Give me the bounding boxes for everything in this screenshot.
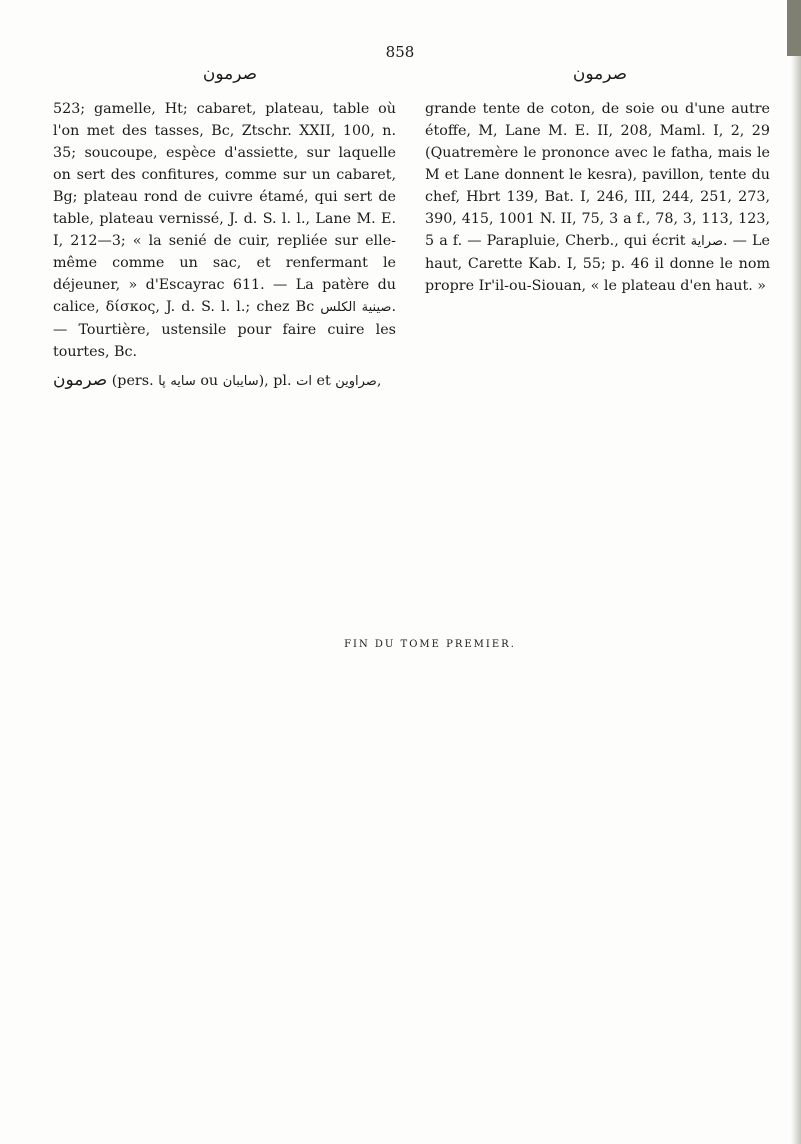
left-paragraph-2 [53, 369, 396, 393]
right-paragraph-1 [425, 98, 770, 297]
left-running-head: صرمون [202, 64, 258, 84]
right-text-1b: . — Le haut, Carette Kab. I, 55; p. 46 il donne le nom propre Ir'il-ou-Siouan, « le plateau d'en haut. » [425, 233, 770, 294]
left-text-2a: (pers. [107, 373, 159, 389]
left-text-2f: , [376, 373, 382, 389]
end-of-volume-note: FIN DU TOME PREMIER. [344, 639, 516, 650]
entry-headword: صرمون [53, 370, 108, 390]
arabic-term-5: ات [296, 374, 312, 389]
arabic-term-3: سايه [170, 374, 196, 389]
left-text-2d: ), pl. [258, 373, 297, 389]
arabic-term: صينية الكلس [320, 300, 392, 315]
left-column [53, 98, 396, 393]
right-text-1a: grande tente de coton, de soie ou d'une autre étoffe, M, Lane M. E. II, 208, Maml. I, 2, 29 (Quatremère le prononce avec le fatha, mais le M et Lane donnent le kesra), pavillon, tente du chef, Hbrt 139, Bat. I, 246, III, 244, 251, 273, 390, 415, 1001 N. II, 75, 3 a f., 78, 3, 113, 123, 5 a f. — Parapluie, Cherb., qui écrit [425, 101, 770, 249]
left-text-1-end: . — Tourtière, ustensile pour faire cuire les tourtes, Bc. [53, 299, 396, 360]
left-text-2e: et [311, 373, 336, 389]
right-running-head: صرمون [572, 64, 628, 84]
left-text-2c: ou [195, 373, 223, 389]
page-edge-shadow [791, 0, 801, 1144]
left-paragraph-1 [53, 98, 396, 363]
arabic-term-6: صراوين [335, 374, 377, 389]
arabic-term-right: صراية [690, 234, 724, 249]
arabic-term-2: پا [158, 374, 166, 389]
arabic-term-4: سايبان [222, 374, 259, 389]
page-number: 858 [385, 43, 415, 61]
left-text-1: 523; gamelle, Ht; cabaret, plateau, table où l'on met des tasses, Bc, Ztschr. XXII, 100, n. 35; soucoupe, espèce d'assiette, sur laquelle on sert des confitures, comme sur un cabaret, Bg; plateau rond de cuivre étamé, qui sert de table, plateau vernissé, J. d. S. l. l., Lane M. E. I, 212—3; « la senié de cuir, repliée sur elle-même comme un sac, et renfermant le déjeuner, » d'Escayrac 611. — La patère du calice, δίσκος, J. d. S. l. l.; chez Bc [53, 101, 396, 315]
page-edge-tab [787, 0, 801, 56]
right-column [425, 98, 770, 297]
